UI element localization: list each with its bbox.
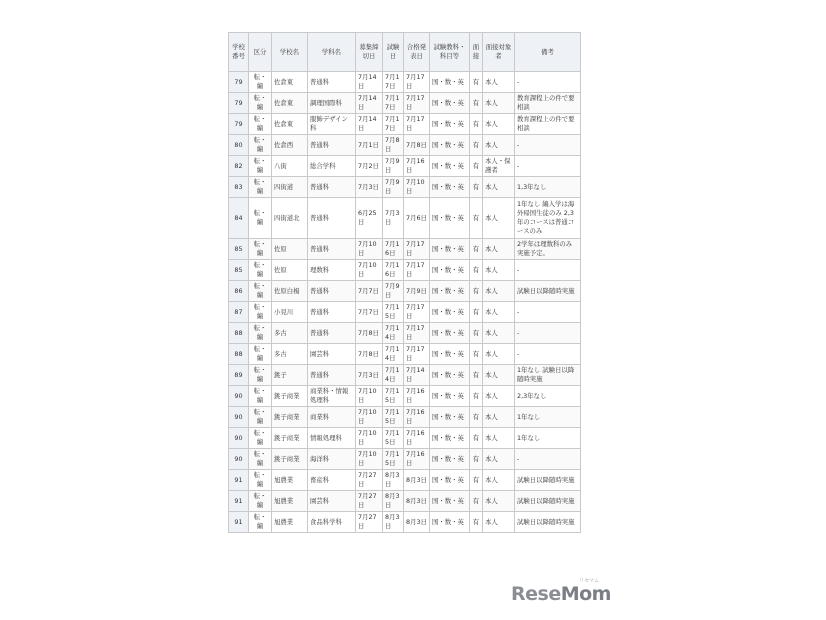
exam-date-cell: 7月15日 <box>383 449 404 470</box>
result-date-cell: 7月16日 <box>404 156 430 177</box>
result-date-cell: 7月17日 <box>404 93 430 114</box>
remarks-cell: 1年なし <box>515 407 581 428</box>
department-cell: 普通科 <box>308 239 356 260</box>
school-name-cell: 佐原 <box>272 239 308 260</box>
interview-target-cell: 本人 <box>483 386 515 407</box>
interview-cell: 有 <box>470 302 483 323</box>
deadline-cell: 7月1日 <box>356 135 383 156</box>
column-header: 面接 <box>470 33 483 72</box>
column-header: 合格発表日 <box>404 33 430 72</box>
deadline-cell: 7月10日 <box>356 407 383 428</box>
result-date-cell: 7月9日 <box>404 281 430 302</box>
result-date-cell: 7月17日 <box>404 323 430 344</box>
category-cell: 転・編 <box>249 198 272 239</box>
remarks-cell: 教育課程上の件で要相談 <box>515 93 581 114</box>
table-row <box>229 323 581 344</box>
exam-subjects-cell: 国・数・英 <box>430 72 470 93</box>
department-cell: 商業科・情報処理科 <box>308 386 356 407</box>
school-name-cell: 佐倉東 <box>272 114 308 135</box>
interview-target-cell: 本人 <box>483 239 515 260</box>
interview-target-cell: 本人 <box>483 72 515 93</box>
exam-date-cell: 7月17日 <box>383 93 404 114</box>
department-cell: 普通科 <box>308 177 356 198</box>
exam-date-cell: 7月9日 <box>383 177 404 198</box>
category-cell: 転・編 <box>249 72 272 93</box>
deadline-cell: 7月10日 <box>356 239 383 260</box>
interview-cell: 有 <box>470 281 483 302</box>
result-date-cell: 7月17日 <box>404 72 430 93</box>
column-header: 面接対象者 <box>483 33 515 72</box>
exam-date-cell: 7月16日 <box>383 260 404 281</box>
interview-cell: 有 <box>470 491 483 512</box>
interview-target-cell: 本人 <box>483 281 515 302</box>
school-number-cell: 90 <box>229 449 249 470</box>
school-number-cell: 79 <box>229 114 249 135</box>
remarks-cell: 2学年は理数科のみ実施予定。 <box>515 239 581 260</box>
department-cell: 普通科 <box>308 135 356 156</box>
category-cell: 転・編 <box>249 365 272 386</box>
interview-cell: 有 <box>470 449 483 470</box>
result-date-cell: 7月17日 <box>404 344 430 365</box>
department-cell: 普通科 <box>308 302 356 323</box>
table-row <box>229 72 581 93</box>
interview-target-cell: 本人 <box>483 114 515 135</box>
deadline-cell: 7月3日 <box>356 177 383 198</box>
interview-cell: 有 <box>470 135 483 156</box>
deadline-cell: 7月27日 <box>356 512 383 533</box>
interview-cell: 有 <box>470 407 483 428</box>
table-row <box>229 407 581 428</box>
table-row <box>229 470 581 491</box>
category-cell: 転・編 <box>249 281 272 302</box>
table-row <box>229 281 581 302</box>
exam-date-cell: 7月14日 <box>383 344 404 365</box>
exam-date-cell: 7月15日 <box>383 428 404 449</box>
school-name-cell: 佐原 <box>272 260 308 281</box>
interview-cell: 有 <box>470 344 483 365</box>
interview-target-cell: 本人 <box>483 198 515 239</box>
deadline-cell: 7月8日 <box>356 323 383 344</box>
interview-target-cell: 本人 <box>483 302 515 323</box>
interview-cell: 有 <box>470 260 483 281</box>
interview-cell: 有 <box>470 428 483 449</box>
school-number-cell: 85 <box>229 260 249 281</box>
school-name-cell: 銚子商業 <box>272 386 308 407</box>
exam-date-cell: 7月15日 <box>383 302 404 323</box>
school-number-cell: 86 <box>229 281 249 302</box>
department-cell: 総合学科 <box>308 156 356 177</box>
interview-target-cell: 本人 <box>483 491 515 512</box>
exam-subjects-cell: 国・数・英 <box>430 491 470 512</box>
department-cell: 普通科 <box>308 365 356 386</box>
category-cell: 転・編 <box>249 260 272 281</box>
exam-subjects-cell: 国・数・英 <box>430 428 470 449</box>
school-number-cell: 90 <box>229 407 249 428</box>
remarks-cell: 教育課程上の件で要相談 <box>515 114 581 135</box>
department-cell: 園芸科 <box>308 344 356 365</box>
interview-cell: 有 <box>470 72 483 93</box>
result-date-cell: 8月3日 <box>404 470 430 491</box>
result-date-cell: 7月17日 <box>404 239 430 260</box>
school-name-cell: 四街道北 <box>272 198 308 239</box>
exam-date-cell: 7月15日 <box>383 386 404 407</box>
remarks-cell: 2,3年なし <box>515 386 581 407</box>
transfer-admission-table <box>228 32 581 533</box>
interview-target-cell: 本人・保護者 <box>483 156 515 177</box>
result-date-cell: 7月16日 <box>404 449 430 470</box>
school-name-cell: 佐倉東 <box>272 93 308 114</box>
remarks-cell: - <box>515 449 581 470</box>
exam-subjects-cell: 国・数・英 <box>430 407 470 428</box>
exam-subjects-cell: 国・数・英 <box>430 512 470 533</box>
interview-cell: 有 <box>470 239 483 260</box>
deadline-cell: 7月3日 <box>356 365 383 386</box>
school-name-cell: 八街 <box>272 156 308 177</box>
department-cell: 普通科 <box>308 72 356 93</box>
exam-subjects-cell: 国・数・英 <box>430 239 470 260</box>
department-cell: 服飾デザイン科 <box>308 114 356 135</box>
department-cell: 普通科 <box>308 198 356 239</box>
school-number-cell: 79 <box>229 72 249 93</box>
exam-subjects-cell: 国・数・英 <box>430 281 470 302</box>
table-row <box>229 177 581 198</box>
deadline-cell: 7月7日 <box>356 281 383 302</box>
department-cell: 海洋科 <box>308 449 356 470</box>
exam-subjects-cell: 国・数・英 <box>430 302 470 323</box>
exam-date-cell: 7月8日 <box>383 135 404 156</box>
column-header: 備考 <box>515 33 581 72</box>
interview-target-cell: 本人 <box>483 449 515 470</box>
exam-date-cell: 8月3日 <box>383 470 404 491</box>
table-row <box>229 344 581 365</box>
exam-subjects-cell: 国・数・英 <box>430 198 470 239</box>
interview-target-cell: 本人 <box>483 428 515 449</box>
category-cell: 転・編 <box>249 177 272 198</box>
deadline-cell: 6月25日 <box>356 198 383 239</box>
school-number-cell: 80 <box>229 135 249 156</box>
school-number-cell: 84 <box>229 198 249 239</box>
remarks-cell: 1年なし 編入学は海外帰国生徒のみ 2,3年のコースは普通コースのみ <box>515 198 581 239</box>
category-cell: 転・編 <box>249 449 272 470</box>
admission-table-container <box>228 32 581 533</box>
deadline-cell: 7月14日 <box>356 72 383 93</box>
school-number-cell: 88 <box>229 323 249 344</box>
interview-target-cell: 本人 <box>483 260 515 281</box>
exam-subjects-cell: 国・数・英 <box>430 260 470 281</box>
remarks-cell: 試験日以降随時実施 <box>515 491 581 512</box>
deadline-cell: 7月14日 <box>356 114 383 135</box>
remarks-cell: - <box>515 302 581 323</box>
resemom-logo <box>511 578 611 605</box>
category-cell: 転・編 <box>249 239 272 260</box>
school-name-cell: 銚子商業 <box>272 449 308 470</box>
school-name-cell: 旭農業 <box>272 470 308 491</box>
result-date-cell: 7月8日 <box>404 135 430 156</box>
school-number-cell: 87 <box>229 302 249 323</box>
exam-date-cell: 7月3日 <box>383 198 404 239</box>
deadline-cell: 7月10日 <box>356 260 383 281</box>
remarks-cell: 1年なし <box>515 428 581 449</box>
school-number-cell: 90 <box>229 428 249 449</box>
department-cell: 商業科 <box>308 407 356 428</box>
deadline-cell: 7月8日 <box>356 344 383 365</box>
result-date-cell: 7月17日 <box>404 302 430 323</box>
table-row <box>229 93 581 114</box>
table-row <box>229 114 581 135</box>
table-row <box>229 449 581 470</box>
deadline-cell: 7月7日 <box>356 302 383 323</box>
deadline-cell: 7月2日 <box>356 156 383 177</box>
school-name-cell: 佐倉西 <box>272 135 308 156</box>
school-number-cell: 82 <box>229 156 249 177</box>
deadline-cell: 7月10日 <box>356 386 383 407</box>
school-number-cell: 91 <box>229 491 249 512</box>
table-row <box>229 135 581 156</box>
table-header-row <box>229 33 581 72</box>
interview-cell: 有 <box>470 386 483 407</box>
interview-cell: 有 <box>470 156 483 177</box>
school-name-cell: 銚子商業 <box>272 428 308 449</box>
table-row <box>229 491 581 512</box>
table-row <box>229 198 581 239</box>
department-cell: 情報処理科 <box>308 428 356 449</box>
school-name-cell: 佐原白楊 <box>272 281 308 302</box>
exam-date-cell: 7月16日 <box>383 239 404 260</box>
remarks-cell: 試験日以降随時実施 <box>515 281 581 302</box>
exam-subjects-cell: 国・数・英 <box>430 114 470 135</box>
result-date-cell: 7月10日 <box>404 177 430 198</box>
department-cell: 畜産科 <box>308 470 356 491</box>
category-cell: 転・編 <box>249 156 272 177</box>
remarks-cell: - <box>515 72 581 93</box>
category-cell: 転・編 <box>249 344 272 365</box>
interview-cell: 有 <box>470 470 483 491</box>
table-row <box>229 239 581 260</box>
school-number-cell: 88 <box>229 344 249 365</box>
school-name-cell: 小見川 <box>272 302 308 323</box>
column-header: 区分 <box>249 33 272 72</box>
result-date-cell: 7月17日 <box>404 114 430 135</box>
interview-target-cell: 本人 <box>483 93 515 114</box>
remarks-cell: 1年なし 試験日以降随時実施 <box>515 365 581 386</box>
column-header: 試験日 <box>383 33 404 72</box>
school-number-cell: 85 <box>229 239 249 260</box>
interview-cell: 有 <box>470 323 483 344</box>
school-name-cell: 銚子商業 <box>272 407 308 428</box>
category-cell: 転・編 <box>249 93 272 114</box>
exam-subjects-cell: 国・数・英 <box>430 449 470 470</box>
remarks-cell: - <box>515 344 581 365</box>
department-cell: 園芸科 <box>308 491 356 512</box>
interview-cell: 有 <box>470 114 483 135</box>
interview-target-cell: 本人 <box>483 344 515 365</box>
exam-subjects-cell: 国・数・英 <box>430 156 470 177</box>
table-row <box>229 512 581 533</box>
result-date-cell: 7月6日 <box>404 198 430 239</box>
exam-subjects-cell: 国・数・英 <box>430 386 470 407</box>
column-header: 学科名 <box>308 33 356 72</box>
deadline-cell: 7月27日 <box>356 470 383 491</box>
exam-date-cell: 8月3日 <box>383 491 404 512</box>
interview-cell: 有 <box>470 93 483 114</box>
interview-target-cell: 本人 <box>483 365 515 386</box>
result-date-cell: 7月14日 <box>404 365 430 386</box>
result-date-cell: 7月17日 <box>404 260 430 281</box>
table-body <box>229 72 581 533</box>
school-number-cell: 90 <box>229 386 249 407</box>
school-name-cell: 多古 <box>272 323 308 344</box>
interview-cell: 有 <box>470 177 483 198</box>
school-number-cell: 83 <box>229 177 249 198</box>
table-row <box>229 386 581 407</box>
exam-date-cell: 7月15日 <box>383 407 404 428</box>
table-row <box>229 428 581 449</box>
logo-text-accent: Mom <box>560 583 611 605</box>
exam-subjects-cell: 国・数・英 <box>430 323 470 344</box>
interview-target-cell: 本人 <box>483 323 515 344</box>
school-name-cell: 四街道 <box>272 177 308 198</box>
remarks-cell: 1,3年なし <box>515 177 581 198</box>
interview-target-cell: 本人 <box>483 135 515 156</box>
column-header: 試験教科・科目等 <box>430 33 470 72</box>
category-cell: 転・編 <box>249 323 272 344</box>
logo-kana: リセマム <box>579 578 599 584</box>
column-header: 募集締切日 <box>356 33 383 72</box>
department-cell: 普通科 <box>308 281 356 302</box>
exam-subjects-cell: 国・数・英 <box>430 344 470 365</box>
exam-date-cell: 7月14日 <box>383 323 404 344</box>
column-header: 学校名 <box>272 33 308 72</box>
school-number-cell: 89 <box>229 365 249 386</box>
table-row <box>229 365 581 386</box>
exam-subjects-cell: 国・数・英 <box>430 135 470 156</box>
logo-text-main: Rese <box>511 583 561 605</box>
deadline-cell: 7月14日 <box>356 93 383 114</box>
interview-cell: 有 <box>470 512 483 533</box>
school-name-cell: 旭農業 <box>272 512 308 533</box>
table-row <box>229 260 581 281</box>
exam-date-cell: 7月9日 <box>383 281 404 302</box>
interview-target-cell: 本人 <box>483 177 515 198</box>
school-number-cell: 91 <box>229 470 249 491</box>
table-row <box>229 156 581 177</box>
exam-date-cell: 7月9日 <box>383 156 404 177</box>
result-date-cell: 7月16日 <box>404 386 430 407</box>
school-name-cell: 銚子 <box>272 365 308 386</box>
remarks-cell: - <box>515 135 581 156</box>
category-cell: 転・編 <box>249 302 272 323</box>
result-date-cell: 7月16日 <box>404 407 430 428</box>
department-cell: 食品科学科 <box>308 512 356 533</box>
category-cell: 転・編 <box>249 491 272 512</box>
department-cell: 理数科 <box>308 260 356 281</box>
category-cell: 転・編 <box>249 470 272 491</box>
interview-cell: 有 <box>470 198 483 239</box>
deadline-cell: 7月10日 <box>356 428 383 449</box>
interview-target-cell: 本人 <box>483 407 515 428</box>
deadline-cell: 7月10日 <box>356 449 383 470</box>
exam-subjects-cell: 国・数・英 <box>430 93 470 114</box>
category-cell: 転・編 <box>249 407 272 428</box>
deadline-cell: 7月27日 <box>356 491 383 512</box>
school-number-cell: 79 <box>229 93 249 114</box>
remarks-cell: 試験日以降随時実施 <box>515 470 581 491</box>
school-name-cell: 佐倉東 <box>272 72 308 93</box>
remarks-cell: 試験日以降随時実施 <box>515 512 581 533</box>
remarks-cell: - <box>515 156 581 177</box>
school-number-cell: 91 <box>229 512 249 533</box>
exam-date-cell: 7月17日 <box>383 114 404 135</box>
result-date-cell: 7月16日 <box>404 428 430 449</box>
table-row <box>229 302 581 323</box>
interview-target-cell: 本人 <box>483 470 515 491</box>
result-date-cell: 8月3日 <box>404 491 430 512</box>
interview-target-cell: 本人 <box>483 512 515 533</box>
school-name-cell: 多古 <box>272 344 308 365</box>
category-cell: 転・編 <box>249 386 272 407</box>
category-cell: 転・編 <box>249 114 272 135</box>
department-cell: 調理国際科 <box>308 93 356 114</box>
category-cell: 転・編 <box>249 428 272 449</box>
department-cell: 普通科 <box>308 323 356 344</box>
exam-date-cell: 8月3日 <box>383 512 404 533</box>
category-cell: 転・編 <box>249 135 272 156</box>
exam-date-cell: 7月17日 <box>383 72 404 93</box>
interview-cell: 有 <box>470 365 483 386</box>
result-date-cell: 8月3日 <box>404 512 430 533</box>
remarks-cell: - <box>515 260 581 281</box>
exam-subjects-cell: 国・数・英 <box>430 177 470 198</box>
category-cell: 転・編 <box>249 512 272 533</box>
column-header: 学校番号 <box>229 33 249 72</box>
school-name-cell: 旭農業 <box>272 491 308 512</box>
remarks-cell: - <box>515 323 581 344</box>
exam-subjects-cell: 国・数・英 <box>430 365 470 386</box>
exam-date-cell: 7月14日 <box>383 365 404 386</box>
exam-subjects-cell: 国・数・英 <box>430 470 470 491</box>
